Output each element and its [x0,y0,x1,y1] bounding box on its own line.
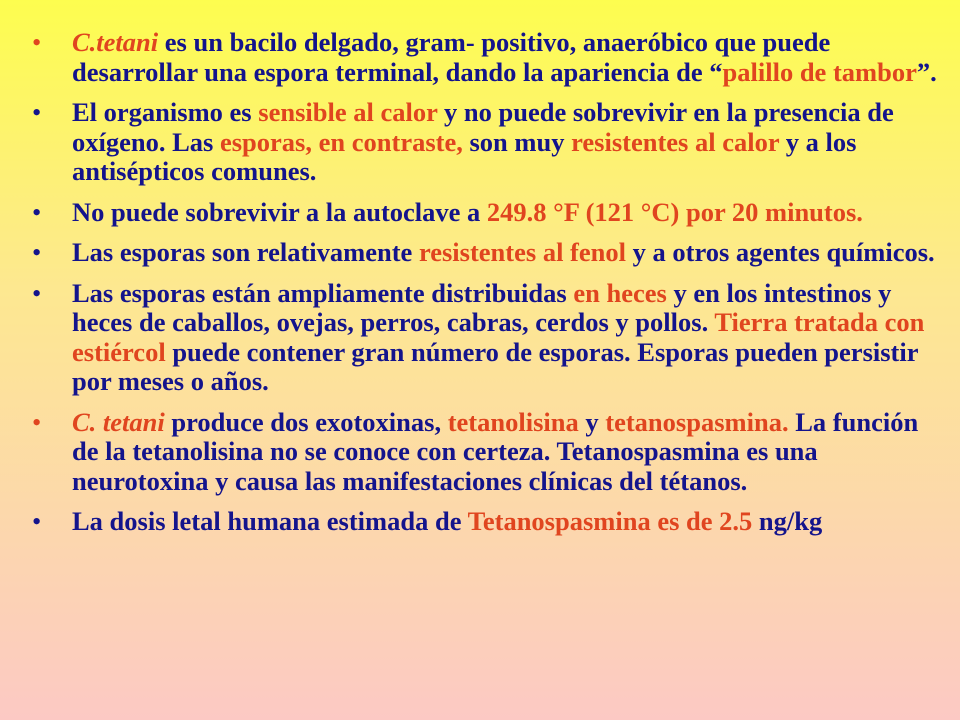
body-text: ”. [916,56,937,87]
bullet-text [72,27,937,87]
bullet-marker-icon: • [32,97,42,127]
highlighted-text: Tierra tratada con estiércol [72,307,925,367]
bullet-item [30,279,940,397]
body-text: y a otros agentes químicos. [626,237,935,267]
body-text: y no puede sobrevivir en la presencia de oxígeno. Las [72,97,894,157]
body-text: y en los intestinos y heces de caballos, ovejas, perros, cabras, cerdos y pollos. [72,277,892,337]
bullet-marker-icon: • [32,196,42,227]
body-text: ng/kg [752,506,823,536]
body-text: No puede sobrevivir a la autoclave a [72,196,487,227]
highlighted-text: resistentes al calor [571,126,780,157]
body-text: El organismo es [72,97,259,127]
highlighted-text: esporas, en contraste, [219,126,463,157]
bullet-marker-icon: • [32,506,42,536]
highlighted-text: tetanolisina [447,406,579,437]
body-text: La dosis letal humana estimada de [72,506,468,536]
body-text: y [578,406,606,437]
highlighted-text: palillo de tambor [722,56,917,87]
body-text: La función de la tetanolisina no se conoce con certeza. Tetanospasmina es una neurotoxina y causa las manifestaciones clínicas del tétanos. [72,406,919,496]
body-text: Las esporas son relativamente [72,237,419,267]
highlighted-text: C.tetani [72,27,159,57]
bullet-text [72,506,822,536]
bullet-list [30,28,940,548]
highlighted-text: resistentes al fenol [418,237,626,267]
bullet-marker-icon: • [32,406,42,437]
body-text: produce dos exotoxinas, [164,406,448,437]
bullet-marker-icon: • [32,27,42,57]
bullet-item [30,198,940,228]
highlighted-text: Tetanospasmina es de 2.5 [467,506,753,536]
bullet-item [30,98,940,187]
bullet-text [72,97,894,186]
body-text: y a los antisépticos comunes. [72,126,857,186]
body-text: Las esporas están ampliamente distribuidas [72,277,574,308]
highlighted-text: tetanospasmina. [605,406,789,437]
bullet-item [30,28,940,87]
bullet-text [72,197,863,227]
body-text: es un bacilo delgado, gram- positivo, anaeróbico que puede desarrollar una espora terminal, dando la apariencia de “ [72,27,831,87]
bullet-item [30,408,940,497]
bullet-marker-icon: • [32,237,42,267]
highlighted-text: C. tetani [72,406,165,437]
body-text: son muy [462,126,572,157]
bullet-item [30,507,940,537]
bullet-text [72,237,935,267]
body-text: puede contener gran número de esporas. Esporas pueden persistir por meses o años. [72,336,919,396]
highlighted-text: en heces [573,277,667,308]
highlighted-text: 249.8 °F (121 °C) por 20 minutos. [486,196,863,227]
bullet-text [72,278,924,397]
highlighted-text: sensible al calor [258,97,438,127]
bullet-text [72,407,918,496]
bullet-marker-icon: • [32,277,42,308]
bullet-item [30,238,940,268]
